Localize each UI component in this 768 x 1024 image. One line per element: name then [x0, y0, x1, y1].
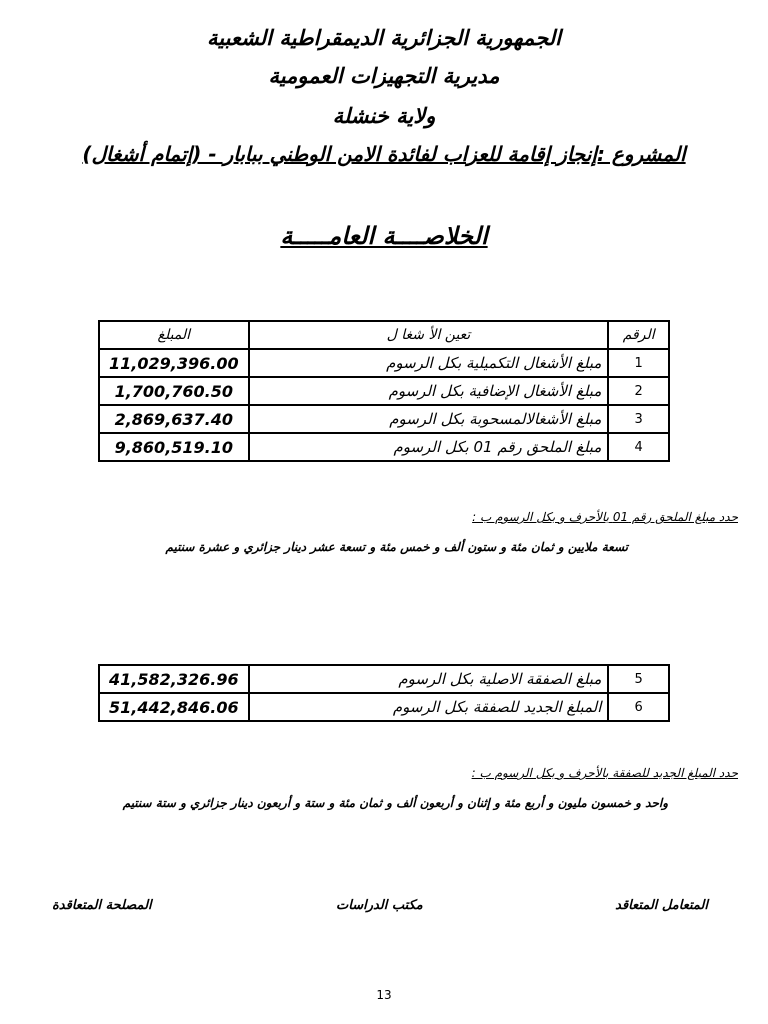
signature-contracting-service: المصلحة المتعاقدة: [52, 898, 152, 913]
row-num: 1: [608, 349, 669, 377]
project-title: المشروع :إنجاز إقامة للعزاب لفائدة الامن الوطني ببابار - (إتمام أشغال): [82, 142, 686, 166]
summary-table: [98, 320, 670, 462]
document-title: الخلاصــــة العامـــــة: [280, 222, 488, 250]
contract-table: [98, 664, 670, 722]
row-amount: 51,442,846.06: [99, 693, 249, 721]
row-amount: 9,860,519.10: [99, 433, 249, 461]
page-number: 13: [376, 988, 392, 1002]
row-amount: 2,869,637.40: [99, 405, 249, 433]
row-num: 2: [608, 377, 669, 405]
table-row: [99, 349, 669, 377]
table-row: [99, 693, 669, 721]
header-line-wilaya: ولاية خنشلة: [332, 104, 436, 128]
header-line-directorate: مديرية التجهيزات العمومية: [268, 64, 500, 88]
row-desc: مبلغ الأشغال الإضافية بكل الرسوم: [249, 377, 609, 405]
row-desc: مبلغ الملحق رقم 01 بكل الرسوم: [249, 433, 609, 461]
signature-contractor: المتعامل المتعاقد: [615, 898, 708, 913]
table-row: [99, 405, 669, 433]
header-line-republic: الجمهورية الجزائرية الديمقراطية الشعبية: [206, 26, 561, 50]
row-num: 4: [608, 433, 669, 461]
row-desc: مبلغ الصفقة الاصلية بكل الرسوم: [249, 665, 609, 693]
new-amount-in-words: واحد و خمسون مليون و أربع مئة و إثنان و أربعون ألف و ثمان مئة و ستة و أربعون دينار جزائري و ستة سنتيم: [122, 796, 668, 810]
signature-study-office: مكتب الدراسات: [336, 898, 423, 913]
row-num: 6: [608, 693, 669, 721]
header-num: الرقم: [608, 321, 669, 349]
row-desc: المبلغ الجديد للصفقة بكل الرسوم: [249, 693, 609, 721]
header-amount: المبلغ: [99, 321, 249, 349]
table-row: [99, 433, 669, 461]
row-amount: 41,582,326.96: [99, 665, 249, 693]
row-desc: مبلغ الأشغال التكميلية بكل الرسوم: [249, 349, 609, 377]
row-desc: مبلغ الأشغالالمسحوبة بكل الرسوم: [249, 405, 609, 433]
row-amount: 1,700,760.50: [99, 377, 249, 405]
table-row: [99, 377, 669, 405]
new-amount-in-words-label: حدد المبلغ الجديد للصفقة بالأحرف و بكل الرسوم ب :: [471, 766, 738, 780]
header-desc: تعين الأ شغا ل: [249, 321, 609, 349]
amount-in-words-label: حدد مبلغ الملحق رقم 01 بالأحرف و بكل الرسوم ب :: [472, 510, 738, 524]
row-amount: 11,029,396.00: [99, 349, 249, 377]
table-header-row: [99, 321, 669, 349]
amount-in-words: تسعة ملايين و ثمان مئة و ستون ألف و خمس مئة و تسعة عشر دينار جزائري و عشرة سنتيم: [165, 540, 628, 554]
table-row: [99, 665, 669, 693]
row-num: 5: [608, 665, 669, 693]
row-num: 3: [608, 405, 669, 433]
